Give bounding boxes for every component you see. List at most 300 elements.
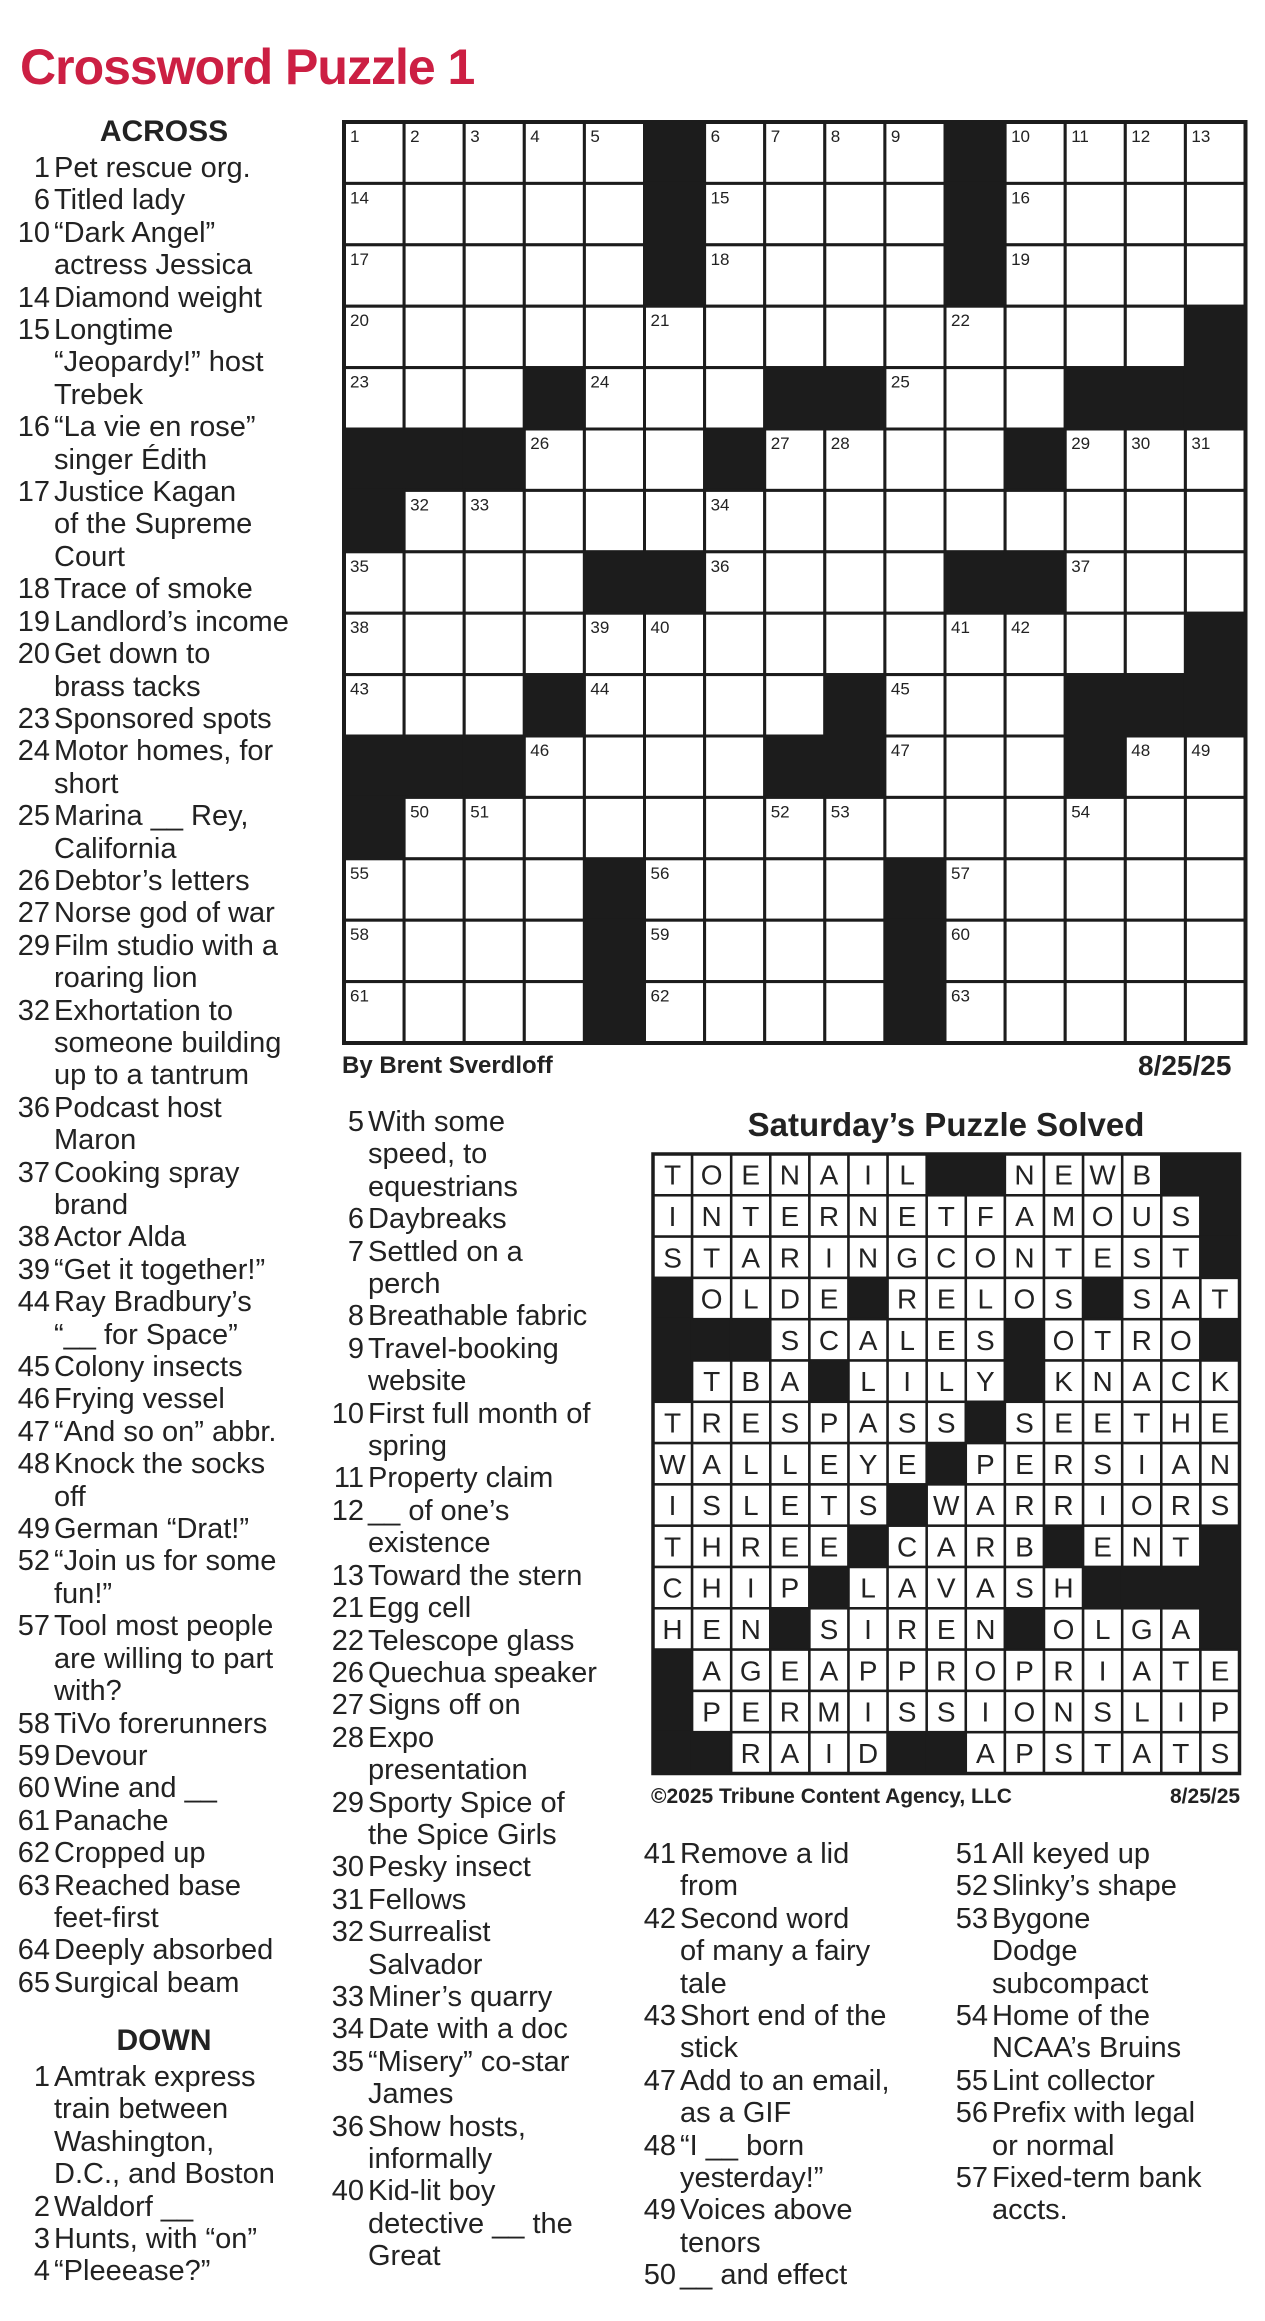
solved-letter: R [897, 1613, 918, 1645]
grid-cell[interactable] [1005, 859, 1065, 920]
grid-cell[interactable] [524, 982, 584, 1043]
black-square [1185, 613, 1245, 674]
clue-text-line: Surgical beam [54, 1966, 240, 1999]
grid-cell[interactable] [404, 245, 464, 306]
cell-number: 3 [470, 127, 480, 146]
clue-text-line: feet-first [54, 1901, 159, 1934]
solved-letter: T [663, 1531, 682, 1563]
cell-number: 50 [410, 802, 430, 822]
grid-cell[interactable] [404, 552, 464, 613]
grid-cell[interactable] [1125, 859, 1185, 920]
grid-cell[interactable] [705, 736, 765, 797]
grid-cell[interactable] [404, 982, 464, 1043]
clue-item [640, 1903, 940, 2000]
grid-cell[interactable] [705, 920, 765, 981]
clue-item [328, 1106, 628, 1203]
solved-letter: I [981, 1696, 990, 1728]
solved-black-square [1005, 1319, 1044, 1360]
clue-number: 60 [17, 1772, 50, 1805]
cell-number: 43 [350, 679, 369, 699]
grid-cell[interactable] [825, 920, 885, 981]
grid-cell[interactable] [825, 306, 885, 367]
clue-number: 26 [17, 864, 50, 897]
solved-letter: R [1053, 1448, 1074, 1480]
grid-cell[interactable] [945, 368, 1005, 429]
grid-cell[interactable] [885, 613, 945, 674]
black-square [584, 920, 644, 981]
solved-letter: E [702, 1613, 721, 1645]
grid-cell[interactable] [1065, 859, 1125, 920]
cell-number: 12 [1131, 127, 1151, 146]
clue-number: 7 [347, 1235, 364, 1268]
grid-cell[interactable] [825, 982, 885, 1043]
grid-cell[interactable] [885, 429, 945, 490]
clue-item [640, 1838, 940, 1903]
grid-cell[interactable] [404, 675, 464, 736]
solved-black-square [1161, 1567, 1200, 1608]
grid-cell[interactable] [464, 859, 524, 920]
clue-number: 41 [643, 1838, 676, 1870]
solved-letter: T [1172, 1531, 1190, 1563]
solved-letter: S [1132, 1283, 1152, 1315]
grid-cell[interactable] [825, 490, 885, 551]
clue-number: 14 [17, 281, 50, 314]
byline: By Brent Sverdloff [342, 1052, 553, 1079]
clue-text-line: Settled on a [368, 1235, 523, 1268]
solved-letter: W [933, 1490, 960, 1522]
grid-cell[interactable] [765, 306, 825, 367]
clue-text-line: Cropped up [54, 1837, 206, 1870]
clue-number: 54 [955, 2000, 988, 2033]
cell-number: 11 [1071, 127, 1089, 146]
clue-number: 22 [331, 1624, 364, 1657]
solved-letter: E [936, 1324, 956, 1356]
grid-cell[interactable] [584, 736, 644, 797]
grid-cell[interactable] [825, 613, 885, 674]
solved-letter: I [903, 1366, 912, 1398]
grid-cell[interactable] [464, 675, 524, 736]
grid-cell[interactable] [524, 552, 584, 613]
black-square [945, 122, 1005, 183]
solved-letter: O [1169, 1324, 1192, 1356]
clue-text-line: fun!” [54, 1577, 113, 1610]
solved-letter: A [1171, 1448, 1191, 1480]
grid-cell[interactable] [765, 920, 825, 981]
solved-letter: T [1172, 1737, 1190, 1769]
cell-number: 55 [350, 863, 369, 883]
grid-cell[interactable] [464, 183, 524, 244]
grid-cell[interactable] [1185, 982, 1245, 1043]
grid-cell[interactable] [765, 183, 825, 244]
grid-cell[interactable] [885, 183, 945, 244]
clue-number: 49 [643, 2194, 676, 2227]
clue-item [328, 1333, 628, 1398]
clue-text-line: Short end of the [680, 2000, 887, 2033]
solved-black-square [966, 1402, 1005, 1443]
solved-black-square [966, 1154, 1005, 1195]
solved-letter: N [1131, 1531, 1152, 1563]
clue-text-line: Signs off on [368, 1689, 521, 1722]
grid-cell[interactable] [825, 859, 885, 920]
grid-cell[interactable] [524, 245, 584, 306]
grid-cell[interactable] [945, 490, 1005, 551]
solved-letter: P [1015, 1737, 1034, 1769]
clue-text-line: TiVo forerunners [54, 1707, 268, 1740]
black-square [825, 736, 885, 797]
grid-cell[interactable] [404, 613, 464, 674]
grid-cell[interactable] [464, 920, 524, 981]
clue-item [14, 1092, 314, 1157]
solved-letter: V [936, 1572, 956, 1604]
clue-text-line: Pet rescue org. [54, 152, 251, 184]
grid-cell[interactable] [524, 613, 584, 674]
grid-cell[interactable] [765, 675, 825, 736]
grid-cell[interactable] [885, 797, 945, 858]
clue-item [14, 152, 314, 184]
grid-cell[interactable] [945, 675, 1005, 736]
solved-letter: O [1013, 1696, 1036, 1728]
grid-cell[interactable] [1125, 613, 1185, 674]
grid-cell[interactable] [464, 368, 524, 429]
solved-letter: I [825, 1242, 833, 1274]
solved-black-square [653, 1650, 692, 1691]
grid-cell[interactable] [1065, 245, 1125, 306]
grid-cell[interactable] [524, 306, 584, 367]
grid-cell[interactable] [645, 429, 705, 490]
clue-text-line: perch [368, 1268, 441, 1301]
grid-cell[interactable] [1065, 982, 1125, 1043]
cell-number: 28 [830, 434, 850, 453]
solved-letter: P [858, 1655, 878, 1687]
down-clues-col-2 [328, 1106, 628, 2273]
black-square [464, 736, 524, 797]
clue-number: 44 [17, 1286, 50, 1319]
solved-letter: A [1171, 1613, 1191, 1645]
solved-letter: E [819, 1283, 839, 1315]
clue-text-line: Salvador [368, 1948, 483, 1981]
grid-cell[interactable] [524, 183, 584, 244]
cell-number: 32 [410, 495, 430, 515]
solved-letter: A [976, 1490, 995, 1522]
grid-cell[interactable] [1185, 552, 1245, 613]
black-square [464, 429, 524, 490]
solved-letter: T [1094, 1737, 1112, 1769]
grid-cell[interactable] [885, 245, 945, 306]
clue-item [14, 1708, 314, 1740]
grid-cell[interactable] [645, 797, 705, 858]
clue-item [328, 1884, 628, 1916]
grid-cell[interactable] [825, 245, 885, 306]
grid-cell[interactable] [524, 490, 584, 551]
clue-text-line: Great [368, 2240, 441, 2273]
solved-letter: R [779, 1696, 800, 1728]
grid-cell[interactable] [1185, 859, 1245, 920]
grid-cell[interactable] [1005, 736, 1065, 797]
grid-cell[interactable] [945, 797, 1005, 858]
grid-cell[interactable] [1185, 920, 1245, 981]
clue-text-line: Telescope glass [368, 1624, 575, 1657]
grid-cell[interactable] [1125, 490, 1185, 551]
solved-letter: R [1131, 1324, 1152, 1356]
black-square [1005, 429, 1065, 490]
cell-number: 15 [710, 188, 730, 208]
solved-black-square [653, 1732, 692, 1773]
solved-letter: P [1210, 1696, 1230, 1728]
clue-text-line: Devour [54, 1739, 148, 1772]
clue-number: 63 [17, 1869, 50, 1902]
solved-black-square [927, 1154, 966, 1195]
grid-cell[interactable] [584, 183, 644, 244]
black-square [945, 552, 1005, 613]
cell-number: 19 [1011, 249, 1031, 269]
cell-number: 44 [590, 679, 610, 699]
clue-number: 21 [331, 1592, 364, 1625]
grid-cell[interactable] [1125, 797, 1185, 858]
clue-text-line: informally [368, 2143, 493, 2175]
grid-cell[interactable] [1065, 920, 1125, 981]
solved-letter: R [740, 1737, 761, 1769]
solved-letter: T [663, 1159, 682, 1191]
clue-number: 57 [17, 1610, 50, 1643]
grid-cell[interactable] [1005, 490, 1065, 551]
grid-cell[interactable] [885, 306, 945, 367]
cell-number: 42 [1011, 618, 1031, 638]
grid-cell[interactable] [765, 982, 825, 1043]
clue-text-line: “I __ born [680, 2129, 805, 2162]
solved-letter: O [700, 1159, 723, 1191]
clue-text-line: equestrians [368, 1170, 518, 1203]
clue-text-line: spring [368, 1430, 447, 1463]
grid-cell[interactable] [645, 736, 705, 797]
grid-cell[interactable] [584, 429, 644, 490]
grid-cell[interactable] [584, 797, 644, 858]
cell-number: 1 [350, 127, 360, 146]
clue-item [328, 1625, 628, 1657]
grid-cell[interactable] [1065, 183, 1125, 244]
solved-black-square [1200, 1195, 1239, 1236]
black-square [404, 736, 464, 797]
grid-cell[interactable] [1185, 797, 1245, 858]
solved-letter: I [668, 1490, 677, 1522]
grid-cell[interactable] [464, 245, 524, 306]
grid-cell[interactable] [1005, 675, 1065, 736]
clue-text-line: Trace of smoke [54, 573, 253, 606]
clue-text-line: Add to an email, [680, 2064, 890, 2097]
solved-black-square [1200, 1319, 1239, 1360]
solved-letter: A [858, 1407, 878, 1439]
grid-cell[interactable] [584, 245, 644, 306]
black-square [765, 368, 825, 429]
grid-cell[interactable] [765, 245, 825, 306]
grid-cell[interactable] [825, 183, 885, 244]
clue-item [14, 1383, 314, 1415]
solved-letter: I [864, 1696, 872, 1728]
solved-letter: G [739, 1655, 762, 1687]
clue-text-line: tenors [680, 2226, 761, 2259]
solved-black-square [1161, 1154, 1200, 1195]
grid-cell[interactable] [1185, 245, 1245, 306]
grid-cell[interactable] [1125, 920, 1185, 981]
clue-text-line: yesterday!” [680, 2162, 824, 2195]
grid-cell[interactable] [584, 490, 644, 551]
solved-black-square [1083, 1567, 1122, 1608]
grid-cell[interactable] [1005, 982, 1065, 1043]
clue-text-line: Film studio with a [54, 929, 279, 962]
clue-item [328, 1462, 628, 1494]
clue-number: 4 [33, 2255, 50, 2288]
grid-cell[interactable] [705, 675, 765, 736]
solved-letter: L [977, 1283, 994, 1315]
solved-letter: N [701, 1200, 722, 1232]
clue-number: 48 [17, 1448, 50, 1481]
clue-number: 48 [643, 2129, 676, 2162]
clue-text-line: Exhortation to [54, 994, 233, 1027]
black-square [1125, 368, 1185, 429]
grid-cell[interactable] [404, 859, 464, 920]
solved-letter: N [857, 1200, 879, 1232]
grid-cell[interactable] [645, 675, 705, 736]
clue-item [14, 1416, 314, 1448]
grid-cell[interactable] [1005, 368, 1065, 429]
clue-item [952, 2162, 1252, 2227]
solved-letter: A [976, 1737, 995, 1769]
solved-letter: R [1053, 1655, 1074, 1687]
grid-cell[interactable] [765, 613, 825, 674]
clue-number: 40 [331, 2175, 364, 2208]
crossword-grid[interactable] [342, 120, 1248, 1046]
grid-cell[interactable] [1005, 306, 1065, 367]
grid-cell[interactable] [1185, 490, 1245, 551]
clue-item [14, 1221, 314, 1253]
grid-cell[interactable] [1065, 613, 1125, 674]
grid-cell[interactable] [765, 490, 825, 551]
solved-black-square [1200, 1608, 1239, 1649]
solved-letter: H [662, 1613, 683, 1645]
clue-item [14, 573, 314, 605]
solved-letter: R [897, 1283, 918, 1315]
grid-cell[interactable] [945, 429, 1005, 490]
grid-cell[interactable] [464, 552, 524, 613]
black-square [1065, 368, 1125, 429]
cell-number: 35 [350, 556, 369, 576]
grid-cell[interactable] [885, 552, 945, 613]
grid-cell[interactable] [765, 552, 825, 613]
solved-letter: T [1211, 1283, 1229, 1315]
grid-cell[interactable] [765, 859, 825, 920]
clue-item [328, 1657, 628, 1689]
grid-cell[interactable] [524, 859, 584, 920]
grid-cell[interactable] [404, 368, 464, 429]
cell-number: 52 [770, 802, 790, 822]
solved-letter: T [703, 1366, 721, 1398]
grid-cell[interactable] [1125, 982, 1185, 1043]
clue-text-line: Show hosts, [368, 2110, 526, 2143]
clue-text-line: Court [54, 540, 125, 573]
black-square [645, 122, 705, 183]
cell-number: 29 [1071, 434, 1091, 453]
clue-number: 56 [955, 2097, 988, 2130]
cell-number: 51 [470, 802, 490, 822]
clue-text-line: NCAA’s Bruins [992, 2032, 1182, 2065]
grid-cell[interactable] [705, 306, 765, 367]
grid-cell[interactable] [1065, 306, 1125, 367]
clue-text-line: with? [54, 1675, 122, 1708]
grid-cell[interactable] [705, 859, 765, 920]
cell-number: 16 [1011, 188, 1031, 208]
grid-cell[interactable] [705, 982, 765, 1043]
clue-text-line: “__ for Space” [54, 1318, 238, 1351]
clue-number: 19 [17, 605, 50, 638]
grid-cell[interactable] [1065, 490, 1125, 551]
grid-cell[interactable] [404, 183, 464, 244]
grid-cell[interactable] [464, 306, 524, 367]
clue-text-line: Remove a lid [680, 1838, 850, 1870]
solved-black-square [1200, 1237, 1239, 1278]
grid-cell[interactable] [645, 490, 705, 551]
solved-letter: E [897, 1200, 917, 1232]
clue-number: 55 [955, 2064, 988, 2097]
grid-cell[interactable] [584, 306, 644, 367]
clue-number: 59 [17, 1739, 50, 1772]
clue-text-line: Sporty Spice of [368, 1786, 565, 1819]
clue-item [952, 2000, 1252, 2065]
grid-cell[interactable] [1005, 797, 1065, 858]
grid-cell[interactable] [1125, 552, 1185, 613]
grid-cell[interactable] [1005, 920, 1065, 981]
clue-text-line: Voices above [680, 2194, 853, 2227]
grid-cell[interactable] [524, 797, 584, 858]
solved-letter: S [897, 1407, 917, 1439]
grid-cell[interactable] [705, 797, 765, 858]
clue-number: 46 [17, 1383, 50, 1416]
solved-letter: I [864, 1159, 872, 1191]
solved-letter: N [1092, 1366, 1113, 1398]
clue-text-line: “Join us for some [54, 1545, 277, 1578]
grid-cell[interactable] [705, 613, 765, 674]
grid-cell[interactable] [404, 306, 464, 367]
grid-cell[interactable] [1185, 183, 1245, 244]
grid-cell[interactable] [945, 736, 1005, 797]
grid-cell[interactable] [464, 982, 524, 1043]
grid-cell[interactable] [705, 368, 765, 429]
clue-number: 33 [331, 1980, 364, 2013]
clue-text-line: existence [368, 1527, 491, 1560]
solved-black-square [809, 1567, 848, 1608]
cell-number: 36 [710, 556, 730, 576]
clue-item [328, 1916, 628, 1981]
clue-number: 35 [331, 2045, 364, 2078]
grid-cell[interactable] [524, 920, 584, 981]
grid-cell[interactable] [645, 368, 705, 429]
solved-letter: D [779, 1283, 800, 1315]
grid-cell[interactable] [1125, 183, 1185, 244]
solved-letter: E [780, 1655, 800, 1687]
clue-item [328, 2175, 628, 2272]
grid-cell[interactable] [1125, 245, 1185, 306]
solved-letter: L [782, 1448, 798, 1480]
grid-cell[interactable] [464, 613, 524, 674]
clue-text-line: James [368, 2078, 454, 2111]
clue-item [14, 2061, 314, 2191]
grid-cell[interactable] [825, 552, 885, 613]
clue-number: 31 [331, 1883, 364, 1916]
grid-cell[interactable] [404, 920, 464, 981]
solved-letter: H [1053, 1572, 1074, 1604]
clue-text-line: Maron [54, 1124, 137, 1157]
grid-cell[interactable] [885, 490, 945, 551]
clue-number: 53 [955, 1902, 988, 1935]
grid-cell[interactable] [1125, 306, 1185, 367]
